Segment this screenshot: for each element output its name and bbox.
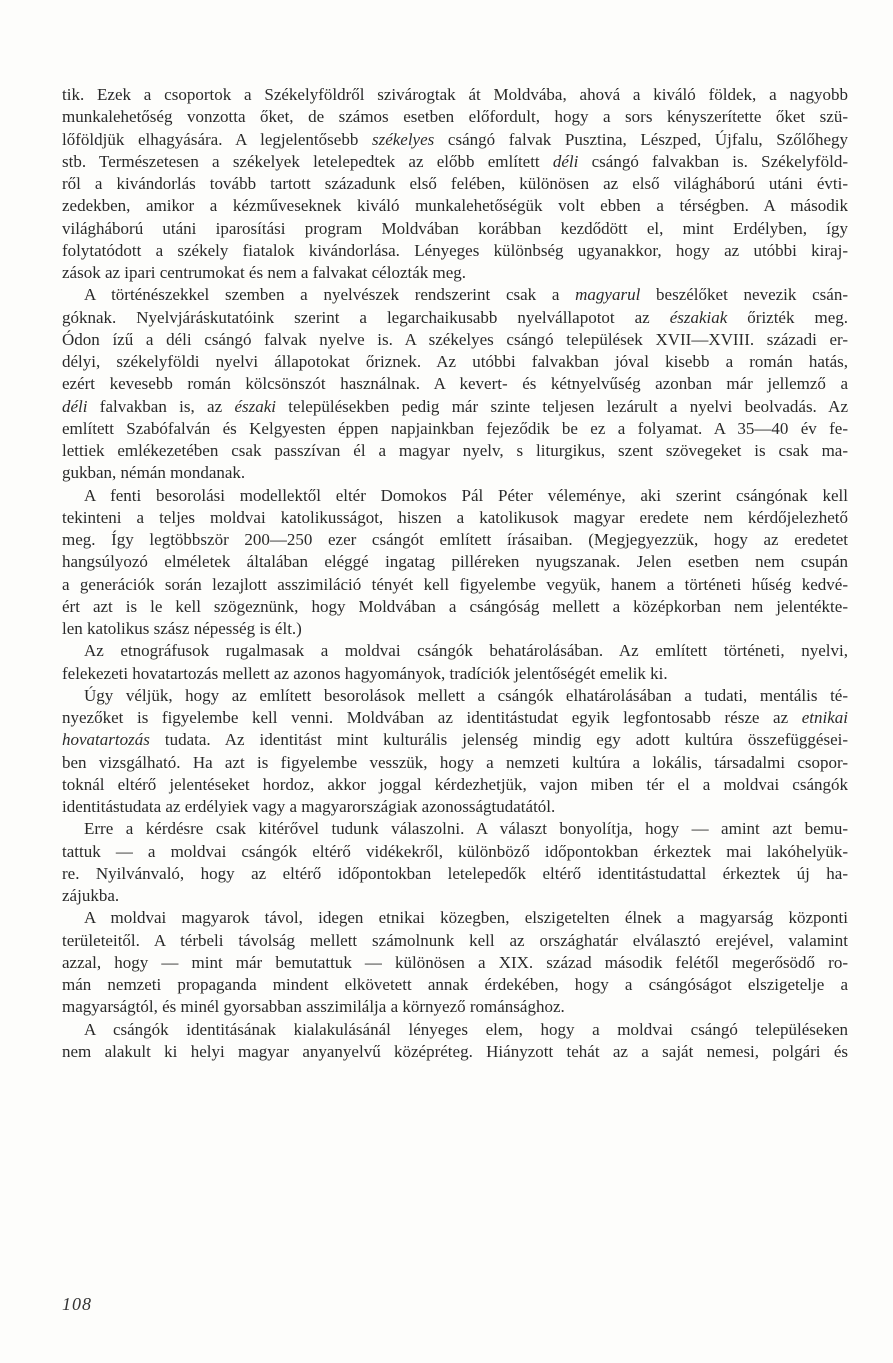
text-line [62,551,848,573]
text-run: nyezőket is figyelembe kell venni. Moldvában az identitástudat egyik legfontosabb része az [62,708,802,727]
text-line [62,1041,848,1063]
text-run: említett Szabófalván és Kelgyesten éppen napjainkban fejeződik be ez a folyamat. A 35—40 év fe- [62,418,848,438]
paragraph [62,284,848,484]
italic-term: hovatartozás [62,730,150,750]
text-line [62,618,848,640]
text-run: ről a kivándorlás tovább tartott századunk első felében, különösen az első világháború utáni évti- [62,174,848,193]
text-line [62,952,848,974]
text-run: A moldvai magyarok távol, idegen etnikai közegben, elszigetelten élnek a magyarság központi [84,908,848,928]
paragraph [62,818,848,907]
paragraph [62,685,848,819]
text-run: világháború utáni iparosítási program Moldvában korábban kezdődött el, mint Erdélyben, így [62,218,848,238]
text-run: toknál eltérő jelentéseket hordoz, akkor joggal kérdezhetjük, vajon miben tér el a moldvai csángók [62,774,848,794]
text-line [62,351,848,373]
text-run: folytatódott a székely fiatalok kivándorlása. Lényeges különbség ugyanakkor, hogy az utóbbi kiraj- [62,240,848,260]
text-line [62,329,848,351]
text-line [62,930,848,952]
text-line [62,462,848,484]
text-run: tekinteni a teljes moldvai katolikusságot, hiszen a katolikusok magyar eredete nem kérdőjelezhető [62,507,848,527]
text-line [62,974,848,996]
body-text [62,84,848,1063]
text-run: zások az ipari centrumokat és nem a falvakat célozták meg. [62,263,467,282]
text-line [62,707,848,729]
text-line [62,418,848,440]
text-run: csángó falvakban is. Székelyföld- [578,151,848,171]
text-line [62,663,848,685]
text-run: azzal, hogy — mint már bemutattuk — különösen a XIX. század második felétől megerősödő ro- [62,952,848,972]
text-run: ezért kevesebb román kölcsönszót használnak. A kevert- és kétnyelvűség azonban már jellemző a [62,374,848,394]
text-run: A történészekkel szemben a nyelvészek rendszerint csak a [84,285,576,305]
paragraph [62,640,848,685]
text-line [62,818,848,840]
text-line [62,885,848,907]
text-line [62,284,848,306]
text-run: csángó falvak Pusztina, Lészped, Újfalu, Szőlőhegy [434,129,848,149]
text-line [62,1019,848,1041]
text-run: len katolikus szász népesség is élt.) [62,619,302,638]
text-line [62,774,848,796]
italic-term: etnikai [801,708,848,727]
text-line [62,574,848,596]
text-line [62,173,848,195]
text-line [62,863,848,885]
text-run: Erre a kérdésre csak kitérővel tudunk válaszolni. A választ bonyolítja, hogy — amint azt bemu- [84,819,848,839]
text-line [62,129,848,151]
paragraph [62,907,848,1018]
text-line [62,796,848,818]
text-line [62,485,848,507]
text-run: munkalehetőség vonzotta őket, de számos esetben előfordult, hogy a sors kényszerítette őket szü- [62,107,848,127]
text-run: stb. Természetesen a székelyek letelepedtek az előbb említett [62,151,553,171]
text-run: meg. Így legtöbbször 200—250 ezer csángót említett írásaiban. (Megjegyezzük, hogy az eredetet [62,530,848,549]
page-number: 108 [62,1294,92,1314]
text-line [62,529,848,551]
text-run: zájukba. [62,886,120,905]
text-line [62,262,848,284]
text-line [62,195,848,217]
paragraph [62,485,848,641]
paragraph [62,84,848,284]
text-line [62,151,848,173]
text-run: településekben pedig már szinte teljesen lezárult a nyelvi beolvadás. Az [276,396,848,416]
text-run: góknak. Nyelvjáráskutatóink szerint a legarchaikusabb nyelvállapotot az [62,307,670,327]
text-run: Úgy véljük, hogy az említett besorolások mellett a csángók elhatárolásában a tudati, mentális té- [84,685,848,705]
text-run: Az etnográfusok rugalmasak a moldvai csángók behatárolásában. Az említett történeti, nyelvi, [84,641,848,661]
italic-term: székelyes [371,129,435,149]
text-run: tattuk — a moldvai csángók eltérő vidékekről, különböző időpontokban érkeztek mai lakóhelyük- [62,841,848,861]
text-line [62,685,848,707]
text-run: Ódon ízű a déli csángó falvak nyelve is. A székelyes csángó települések XVII—XVIII. századi er- [62,329,848,349]
text-run: gukban, némán mondanak. [62,463,246,483]
text-line [62,640,848,662]
italic-term: magyarul [575,285,641,305]
text-run: ért azt is le kell szögeznünk, hogy Moldvában a csángóság mellett a középkorban nem jelentékte- [62,596,848,616]
text-line [62,307,848,329]
text-run: nem alakult ki helyi magyar anyanyelvű középréteg. Hiányzott tehát az a saját nemesi, polgári és [62,1041,848,1061]
text-line [62,106,848,128]
text-run: re. Nyilvánvaló, hogy az eltérő időpontokban letelepedők eltérő identitástudattal érkeztek új ha- [62,863,848,883]
text-line [62,752,848,774]
text-line [62,841,848,863]
text-run: a generációk során lezajlott asszimiláció tényét kell figyelembe vegyük, hanem a történeti hűség kedvé- [62,574,848,594]
text-line [62,907,848,929]
text-run: lőföldjük elhagyására. A legjelentősebb [62,129,372,149]
text-run: magyarságtól, és minél gyorsabban asszimilálja a környező románsághoz. [62,997,565,1017]
italic-term: déli [552,151,579,171]
italic-term: északi [234,396,276,416]
text-run: zedekben, amikor a kézműveseknek kiváló munkalehetőségük volt ebben a térségben. A második [62,196,848,216]
text-line [62,373,848,395]
text-run: délyi, székelyföldi nyelvi állapotokat őriznek. Az utóbbi falvakban jóval kisebb a román hatás, [62,352,848,371]
text-run: mán nemzeti propaganda mindent elkövetett annak érdekében, hogy a csángóságot elszigetelje a [62,975,848,994]
text-run: tudata. Az identitást mint kulturális jelenség mindig egy adott kultúra összefüggései- [149,730,848,750]
text-run: beszélőket nevezik csán- [640,285,848,305]
text-run: falvakban is, az [87,396,235,416]
text-line [62,729,848,751]
text-line [62,440,848,462]
text-line [62,240,848,262]
italic-term: északiak [669,307,728,327]
text-line [62,396,848,418]
text-run: hangsúlyozó elméletek általában eléggé ingatag pilléreken nyugszanak. Jelen esetben nem csupán [62,552,848,572]
text-run: lettiek emlékezetében csak passzívan él a magyar nyelv, s liturgikus, szent szövegeket is csak ma- [62,441,848,460]
text-line [62,84,848,106]
paragraph [62,1019,848,1064]
text-line [62,218,848,240]
text-run: felekezeti hovatartozás mellett az azonos hagyományok, tradíciók jelentőségét emelik ki. [62,663,668,683]
text-run: őrizték meg. [727,307,848,327]
text-line [62,507,848,529]
text-run: identitástudata az erdélyiek vagy a magyarországiak azonosságtudatától. [62,797,556,816]
text-run: tik. Ezek a csoportok a Székelyföldről szivárogtak át Moldvába, ahová a kiváló földek, a nagyobb [62,85,848,104]
text-run: A csángók identitásának kialakulásánál lényeges elem, hogy a moldvai csángó településeken [84,1019,848,1039]
italic-term: déli [62,396,88,416]
text-line [62,996,848,1018]
text-run: területeitől. A térbeli távolság mellett számolnunk kell az országhatár elválasztó erejével, valamint [62,930,848,950]
text-run: ben vizsgálható. Ha azt is figyelembe vesszük, hogy a nemzeti kultúra a lokális, társadalmi csopor- [62,752,848,772]
text-line [62,596,848,618]
text-run: A fenti besorolási modellektől eltér Domokos Pál Péter véleménye, aki szerint csángónak kell [84,485,848,505]
